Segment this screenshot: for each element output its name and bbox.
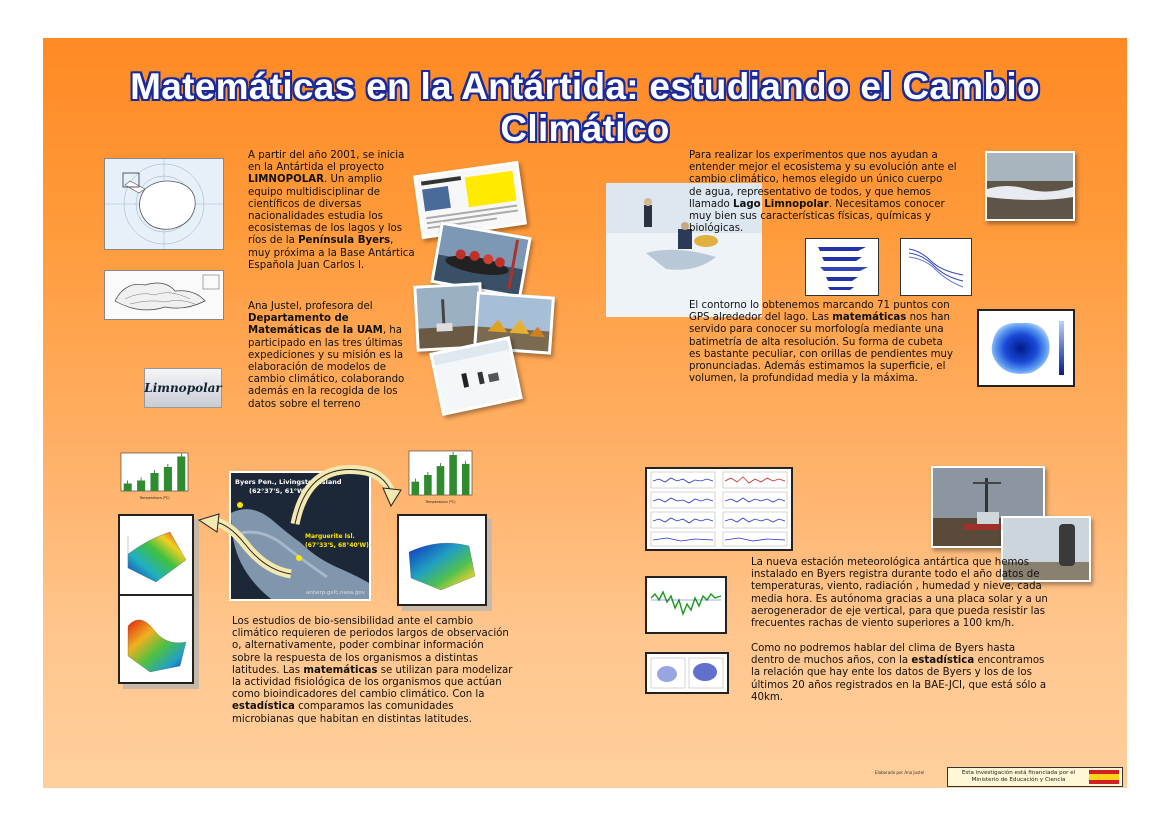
section1-p1-text-a: A partir del año 2001, se inicia en la Antártida el proyecto (248, 150, 405, 174)
department-highlight: Departamento de Matemáticas de la UAM (248, 313, 383, 337)
bar-chart-right-bar-4 (449, 455, 457, 495)
author-credit: Elaborado por Ana Justel (875, 770, 925, 775)
bar-chart-left-svg (111, 450, 191, 500)
section1-paragraph1 (248, 150, 418, 272)
section1-p1-text-c: . Un amplio equipo multidisciplinar de científicos de diversas nacionalidades estudia los ecosistemas de los lagos y los ríos de la (248, 174, 403, 247)
section3-text-e: comparamos las comunidades microbianas que habitan en distintas latitudes. (232, 701, 472, 725)
bar-chart-right-x-axis-label: Temperatura (ºC) (425, 500, 456, 504)
bathymetry-map-image (977, 309, 1075, 387)
limnopolar-logo-text: Limnopolar (144, 381, 222, 395)
mathematics-highlight-1: matemáticas (832, 312, 907, 324)
map-source-url: antwrp.gsfc.nasa.gov (305, 590, 365, 596)
curved-arrow-right-icon (287, 454, 407, 534)
antarctic-landscape-photo (985, 151, 1075, 221)
bar-chart-right-bar-3 (437, 466, 445, 495)
poster-title: Matemáticas en la Antártida: estudiando el Cambio Climático (130, 66, 1040, 149)
funding-text (948, 770, 1089, 784)
bar-chart-right (399, 448, 475, 504)
section2-paragraph1 (689, 150, 957, 235)
funding-line-1: Esta investigación está financiada por el (961, 770, 1076, 776)
bar-chart-right-bar-5 (462, 464, 470, 495)
bar-chart-left (111, 450, 191, 500)
section2-p2-text-a: El contorno lo obtenemos marcando 71 puntos con GPS alrededor del lago. Las (689, 300, 950, 324)
lake-name-highlight: Lago Limnopolar (733, 198, 829, 210)
funding-line-2: Ministerio de Educación y Ciencia (971, 777, 1066, 783)
project-name-highlight: LIMNOPOLAR (248, 174, 324, 186)
ministry-emblem-icon (1089, 770, 1119, 784)
lake-profile-chart-2 (900, 238, 972, 296)
curved-arrow-left-icon (195, 494, 305, 584)
section3-text-c: se utilizan para modelizar la actividad fisiológica de los organismos que actúan como bioindicadores del cambio climático. Con la (232, 664, 513, 701)
map-label-marguerite-coords: (67°33'S, 68°40'W) (305, 542, 369, 549)
section2-p2-text-c: nos han servido para conocer su morfología mediante una batimetría de alta resolución. Su forma de cubeta es bastante peculiar, con orillas de pendientes muy pronunciadas. Además estimamos la superficie, el volumen, la profundidad media y la máxima. (689, 312, 954, 385)
section4-paragraph1 (751, 557, 1051, 630)
bar-chart-left-bar-1 (124, 483, 132, 491)
bar-chart-left-bar-4 (164, 467, 172, 491)
time-series-charts-grid (645, 467, 793, 551)
section2-paragraph2 (689, 300, 957, 385)
bar-chart-right-bar-1 (412, 482, 420, 495)
peninsula-name-highlight: Península Byers (298, 235, 391, 247)
section2-p1-text-c: . Necesitamos conocer muy bien sus características físicas, químicas y biológicas. (689, 198, 945, 235)
byers-peninsula-map-image (104, 270, 224, 320)
section3-paragraph (232, 616, 515, 726)
map-label-byers: Byers Pen., Livingston Island (235, 478, 342, 486)
section3-text-a: Los estudios de bio-sensibilidad ante el cambio climático requieren de periodos largos de observación o, alternativamente, poder combinar información sobre la respuesta de los organismos a distintas latitudes. Las (232, 616, 509, 676)
section1-paragraph2 (248, 301, 418, 411)
section1-p2-text-a: Ana Justel, profesora del (248, 301, 373, 312)
surface-plot-3 (397, 514, 487, 606)
antarctica-map-image (104, 158, 224, 250)
bar-chart-right-bar-2 (424, 475, 432, 495)
scatter-plots-chart (645, 652, 729, 694)
section4-p2-text-a: Como no podremos hablar del clima de Byers hasta dentro de muchos años, con la (751, 643, 1016, 667)
section2-p1-text-a: Para realizar los experimentos que nos ayudan a entender mejor el ecosistema y su evolución ante el cambio climático, hemos elegido un único cuerpo de agua, representativo de todos, y que hemos llamado (689, 150, 957, 210)
bar-chart-left-bar-5 (177, 456, 185, 491)
map-label-byers-coords: (62°37'S, 61°W) (249, 487, 308, 495)
map-label-marguerite: Marguerite Isl. (305, 533, 355, 540)
section4-paragraph2 (751, 643, 1051, 704)
section4-p2-text-c: encontramos la relación que hay ente los datos de Byers y los de los últimos 20 años registrados en la BAE-JCI, que está sólo a 40km. (751, 655, 1047, 703)
temperature-series-chart (645, 576, 727, 634)
bar-chart-left-bar-2 (137, 480, 145, 491)
mathematics-highlight-2: matemáticas (303, 664, 378, 676)
surface-plot-1 (118, 514, 194, 598)
section1-p2-text-c: , ha participado en las tres últimas expediciones y su misión es la elaboración de modelos de cambio climático, colaborando además en la recogida de los datos sobre el terreno (248, 325, 405, 410)
section4-p1-text: La nueva estación meteorológica antártica que hemos instalado en Byers registra durante todo el año datos de temperaturas, viento, radiación , humedad y nieve, cada media hora. Es autónoma gracias a una placa solar y a un aerogenerador de eje vertical, para que pueda resistir las frecuentes rachas de viento superiores a 100 km/h. (751, 557, 1048, 630)
funding-box (947, 767, 1123, 787)
poster (43, 38, 1127, 788)
surface-plot-2 (118, 594, 194, 684)
limnopolar-logo (144, 368, 222, 408)
bar-chart-left-bar-3 (150, 473, 158, 491)
statistics-highlight-2: estadística (911, 655, 975, 667)
bar-chart-left-x-axis-label: Temperatura (ºC) (139, 496, 170, 500)
statistics-highlight-1: estadística (232, 701, 295, 713)
bar-chart-right-svg (399, 448, 475, 504)
section1-p1-text-e: , muy próxima a la Base Antártica Española Juan Carlos I. (248, 235, 415, 271)
lake-profile-chart-1 (805, 238, 879, 296)
